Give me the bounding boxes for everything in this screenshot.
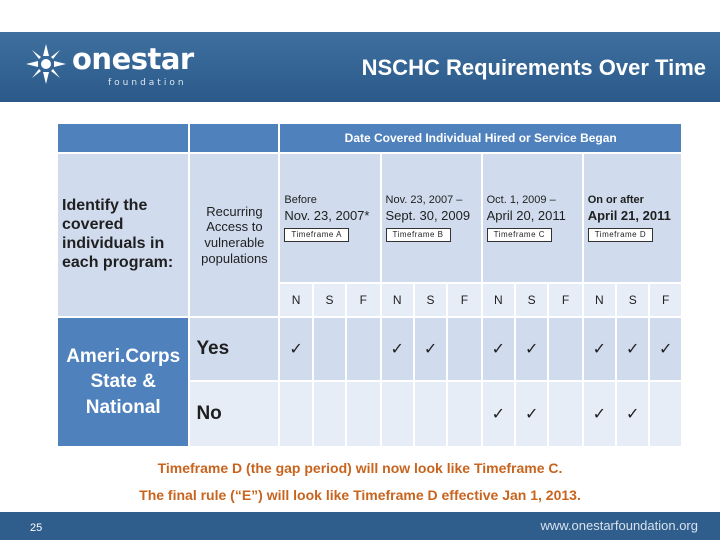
nsf-header-cell: N — [279, 283, 312, 317]
check-cell — [279, 381, 312, 447]
blank-header-cell — [189, 123, 279, 153]
timeframe-c-label: Timeframe C — [487, 228, 552, 242]
nsf-header-cell: S — [616, 283, 649, 317]
timeframe-d-line2: April 21, 2011 — [587, 207, 671, 223]
check-cell — [414, 381, 447, 447]
nsf-header-cell: N — [482, 283, 515, 317]
check-cell: ✓ — [515, 317, 548, 381]
identify-individuals-label: Identify the covered individuals in each program: — [57, 153, 189, 317]
timeframe-d-cell — [583, 153, 682, 283]
timeframe-b-line1: Nov. 23, 2007 – — [385, 194, 463, 206]
timeframe-c-line1: Oct. 1, 2009 – — [486, 194, 556, 206]
website-url: www.onestarfoundation.org — [540, 518, 698, 533]
date-covered-header: Date Covered Individual Hired or Service Began — [279, 123, 682, 153]
footnote-final-rule: The final rule (“E”) will look like Timeframe D effective Jan 1, 2013. — [139, 487, 581, 503]
timeframe-c-cell — [482, 153, 583, 283]
check-cell — [313, 381, 346, 447]
timeframe-a-line2: Nov. 23, 2007* — [284, 207, 370, 223]
timeframe-b-cell — [381, 153, 482, 283]
check-cell: ✓ — [279, 317, 312, 381]
nsf-header-cell: S — [313, 283, 346, 317]
timeframe-d-label: Timeframe D — [588, 228, 653, 242]
page-number: 25 — [30, 522, 43, 534]
check-cell — [548, 317, 582, 381]
footnote-timeframe-d: Timeframe D (the gap period) will now look like Timeframe C. — [157, 460, 563, 476]
check-cell — [548, 381, 582, 447]
program-name-cell: Ameri.Corps State & National — [57, 317, 189, 447]
recurring-access-label: Recurring Access to vulnerable populations — [189, 153, 279, 317]
timeframe-a-line1: Before — [284, 194, 317, 206]
check-cell — [346, 381, 380, 447]
timeframe-d-line1: On or after — [587, 194, 644, 206]
nsf-header-cell: N — [583, 283, 616, 317]
top-margin — [0, 0, 720, 32]
check-cell: ✓ — [649, 317, 682, 381]
check-cell: ✓ — [616, 381, 649, 447]
check-cell: ✓ — [583, 381, 616, 447]
nsf-header-cell: F — [346, 283, 380, 317]
slide-title: NSCHC Requirements Over Time — [361, 55, 706, 80]
check-cell — [649, 381, 682, 447]
nsf-header-cell: F — [649, 283, 682, 317]
check-cell: ✓ — [515, 381, 548, 447]
timeframe-a-label: Timeframe A — [284, 228, 349, 242]
check-cell — [313, 317, 346, 381]
check-cell: ✓ — [583, 317, 616, 381]
check-cell — [447, 317, 481, 381]
check-cell — [447, 381, 481, 447]
timeframe-a-cell — [279, 153, 380, 283]
check-cell: ✓ — [482, 381, 515, 447]
timeframe-b-label: Timeframe B — [386, 228, 451, 242]
check-cell: ✓ — [616, 317, 649, 381]
logo-wordmark: onestar — [72, 42, 194, 76]
requirements-table — [56, 122, 683, 448]
nsf-header-cell: F — [447, 283, 481, 317]
check-cell: ✓ — [381, 317, 414, 381]
yes-label: Yes — [189, 317, 279, 381]
check-cell — [346, 317, 380, 381]
nsf-header-cell: S — [515, 283, 548, 317]
check-cell — [381, 381, 414, 447]
blank-header-cell — [57, 123, 189, 153]
nsf-header-cell: S — [414, 283, 447, 317]
onestar-logo — [26, 42, 194, 90]
yes-row — [57, 317, 682, 381]
timeframe-c-line2: April 20, 2011 — [486, 207, 566, 223]
nsf-header-cell: F — [548, 283, 582, 317]
check-cell: ✓ — [482, 317, 515, 381]
nsf-header-cell: N — [381, 283, 414, 317]
check-cell: ✓ — [414, 317, 447, 381]
timeframe-b-line2: Sept. 30, 2009 — [385, 207, 471, 223]
star-logo-icon — [26, 44, 66, 84]
no-label: No — [189, 381, 279, 447]
logo-subtitle: foundation — [108, 78, 187, 88]
